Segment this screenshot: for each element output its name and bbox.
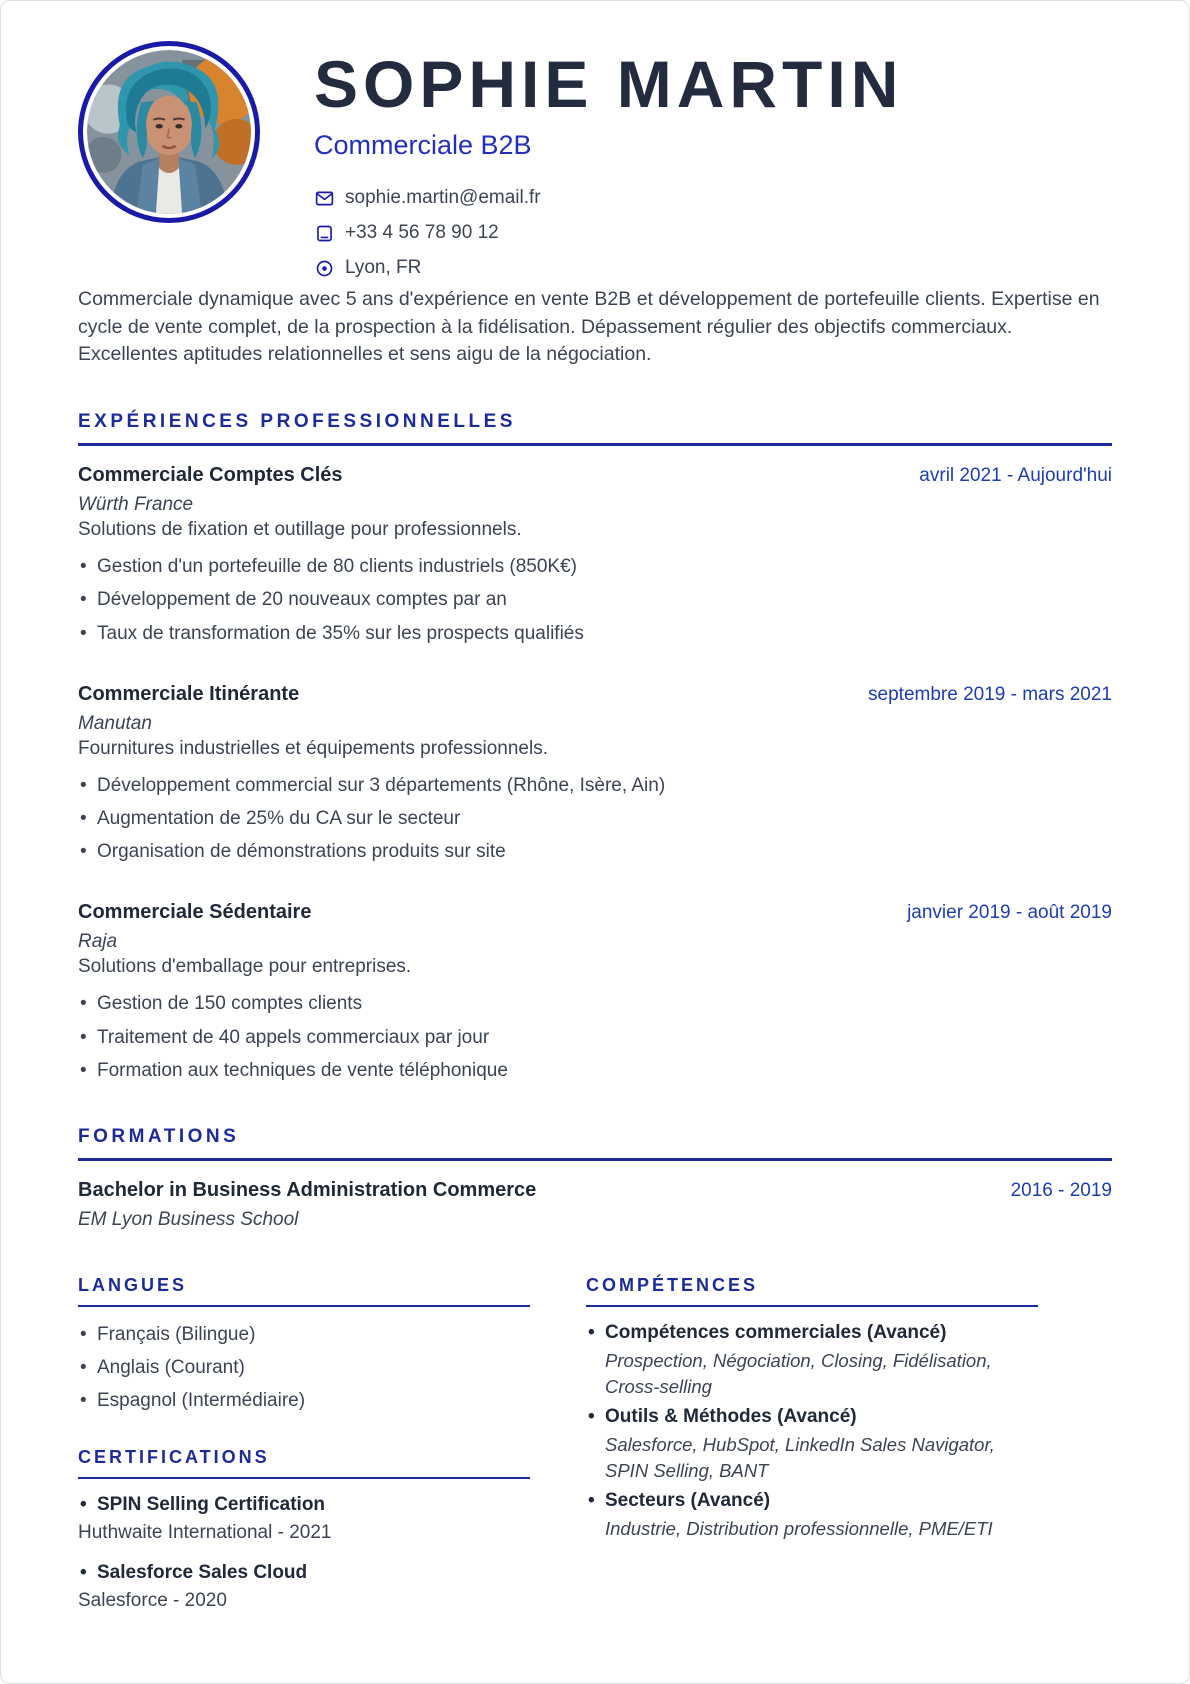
location-icon xyxy=(314,258,335,279)
skill-details: Industrie, Distribution professionnelle, PME/ETI xyxy=(605,1517,993,1539)
job-description: Fournitures industrielles et équipements professionnels. xyxy=(78,737,548,759)
column-right xyxy=(586,1275,1038,1630)
header xyxy=(78,41,1112,279)
contact-email-text: sophie.martin@email.fr xyxy=(345,187,541,208)
language-list xyxy=(78,1322,530,1415)
section-heading-experience: EXPÉRIENCES PROFESSIONNELLES xyxy=(78,411,1112,446)
job-bullet-list xyxy=(78,991,1112,1084)
contact-location xyxy=(314,257,903,279)
job-bullet: • Traitement de 40 appels commerciaux par jour xyxy=(78,1025,1112,1051)
certification-issuer: Salesforce - 2020 xyxy=(78,1589,227,1611)
job-entry xyxy=(78,683,1112,866)
job-company: Raja xyxy=(78,931,118,953)
job-dates: septembre 2019 - mars 2021 xyxy=(868,683,1112,705)
job-bullet: • Organisation de démonstrations produits sur site xyxy=(78,839,1112,865)
job-bullet: • Augmentation de 25% du CA sur le secteur xyxy=(78,806,1112,832)
certification-entry xyxy=(78,1562,530,1612)
header-identity xyxy=(314,41,903,279)
job-bullet: • Gestion d'un portefeuille de 80 clients industriels (850K€) xyxy=(78,554,1112,580)
job-description: Solutions de fixation et outillage pour professionnels. xyxy=(78,519,522,541)
job-company: Manutan xyxy=(78,712,152,734)
job-bullet-list xyxy=(78,554,1112,647)
skill-entry xyxy=(586,1490,1038,1542)
skill-name: • Outils & Méthodes (Avancé) xyxy=(586,1406,1038,1428)
language-item: • Français (Bilingue) xyxy=(78,1322,530,1348)
language-item: • Espagnol (Intermédiaire) xyxy=(78,1388,530,1414)
skill-entry xyxy=(586,1322,1038,1400)
job-bullet: • Formation aux techniques de vente téléphonique xyxy=(78,1058,1112,1084)
person-name: SOPHIE MARTIN xyxy=(314,47,904,121)
job-bullet-list xyxy=(78,773,1112,866)
email-icon xyxy=(314,188,335,209)
profile-summary: Commerciale dynamique avec 5 ans d'expérience en vente B2B et développement de portefeuille clients. Expertise en cycle de vente complet, de la prospection à la fidélisation. Dépassement régulier des objectifs commerciaux. Excellentes aptitudes relationnelles et sens aigu de la négociation. xyxy=(78,288,1100,366)
job-dates: avril 2021 - Aujourd'hui xyxy=(919,465,1112,487)
section-heading-education: FORMATIONS xyxy=(78,1126,1112,1161)
education-school: EM Lyon Business School xyxy=(78,1209,299,1231)
section-heading-languages: LANGUES xyxy=(78,1275,530,1307)
job-company: Würth France xyxy=(78,494,194,516)
skill-details: Salesforce, HubSpot, LinkedIn Sales Navigator, SPIN Selling, BANT xyxy=(605,1433,995,1481)
certification-name: • SPIN Selling Certification xyxy=(78,1494,530,1516)
job-bullet: • Développement commercial sur 3 départements (Rhône, Isère, Ain) xyxy=(78,773,1112,799)
contact-phone-text: +33 4 56 78 90 12 xyxy=(345,222,499,243)
job-entry xyxy=(78,464,1112,647)
certification-name: • Salesforce Sales Cloud xyxy=(78,1562,530,1584)
skill-name: • Secteurs (Avancé) xyxy=(586,1490,1038,1512)
profile-photo xyxy=(78,41,260,223)
bottom-columns xyxy=(78,1275,1112,1630)
education-degree: Bachelor in Business Administration Commerce xyxy=(78,1179,537,1202)
skill-name: • Compétences commerciales (Avancé) xyxy=(586,1322,1038,1344)
job-bullet: • Développement de 20 nouveaux comptes par an xyxy=(78,587,1112,613)
contact-email xyxy=(314,187,903,209)
job-dates: janvier 2019 - août 2019 xyxy=(907,902,1112,924)
profile-photo-image xyxy=(87,50,251,214)
education-entry xyxy=(78,1179,1112,1231)
skill-entry xyxy=(586,1406,1038,1484)
language-item: • Anglais (Courant) xyxy=(78,1355,530,1381)
job-bullet: • Taux de transformation de 35% sur les prospects qualifiés xyxy=(78,621,1112,647)
contact-location-text: Lyon, FR xyxy=(345,257,422,278)
job-title: Commerciale Itinérante xyxy=(78,682,300,705)
contact-phone xyxy=(314,222,903,244)
section-heading-skills: COMPÉTENCES xyxy=(586,1275,1038,1307)
education-dates: 2016 - 2019 xyxy=(1010,1180,1112,1202)
certification-entry xyxy=(78,1494,530,1544)
contact-list xyxy=(314,187,903,279)
certification-issuer: Huthwaite International - 2021 xyxy=(78,1521,332,1543)
column-left xyxy=(78,1275,530,1630)
skill-details: Prospection, Négociation, Closing, Fidélisation, Cross-selling xyxy=(605,1350,992,1397)
job-entry xyxy=(78,901,1112,1084)
person-title: Commerciale B2B xyxy=(314,130,532,160)
section-heading-certifications: CERTIFICATIONS xyxy=(78,1447,530,1479)
phone-icon xyxy=(314,223,335,244)
job-bullet: • Gestion de 150 comptes clients xyxy=(78,991,1112,1017)
job-description: Solutions d'emballage pour entreprises. xyxy=(78,956,412,978)
job-title: Commerciale Sédentaire xyxy=(78,901,312,924)
job-title: Commerciale Comptes Clés xyxy=(78,464,343,487)
